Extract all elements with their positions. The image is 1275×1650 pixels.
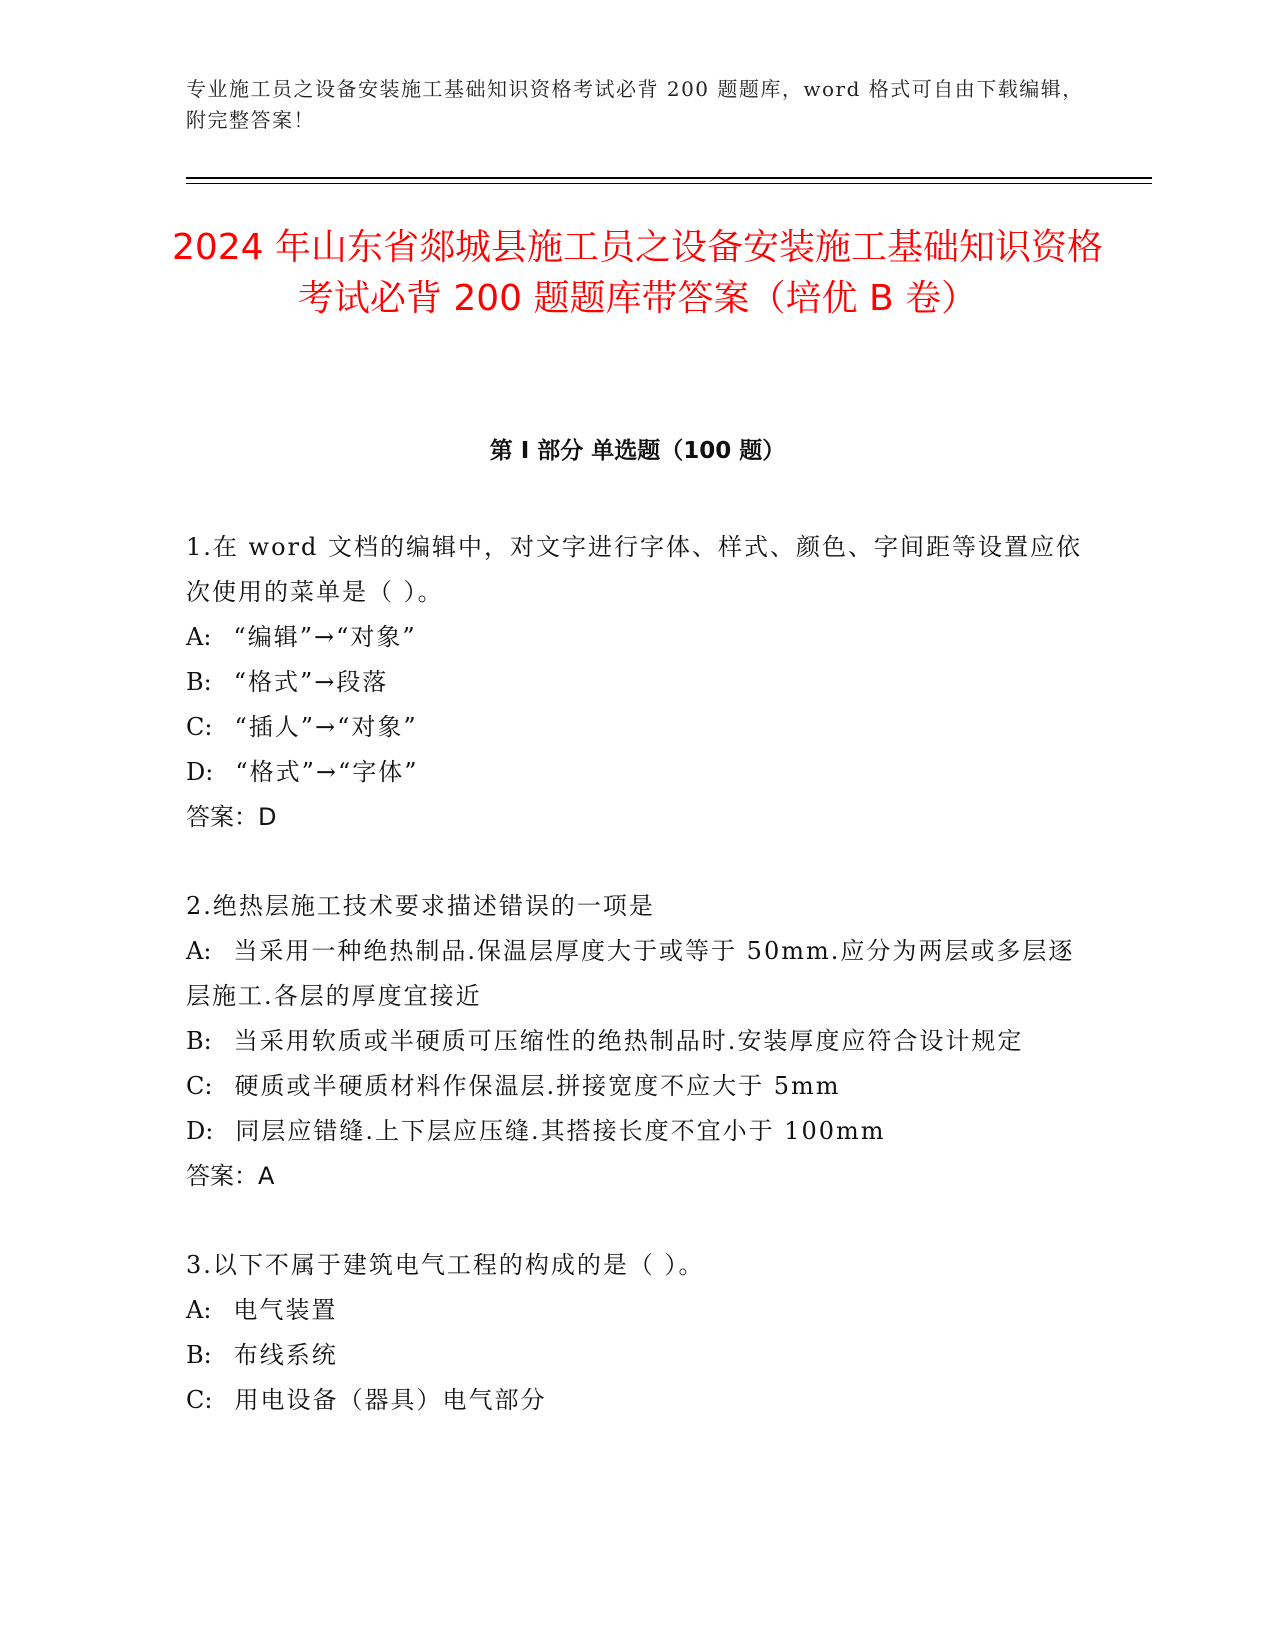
header-rule-thin — [186, 183, 1152, 184]
answer-line: 答案：D — [186, 803, 277, 831]
option-letter: A: — [186, 623, 212, 651]
option-letter: A: — [186, 937, 212, 965]
question-3 — [186, 1243, 1086, 1423]
section-title: 第 I 部分 单选题（100 题） — [489, 438, 786, 464]
option-b — [186, 1019, 1086, 1064]
option-text: “编辑”→“对象” — [233, 623, 417, 651]
option-letter: A: — [186, 1296, 212, 1324]
option-c — [186, 705, 1086, 750]
option-text: “插人”→“对象” — [234, 713, 418, 741]
option-text: 硬质或半硬质材料作保温层.拼接宽度不应大于 5mm — [234, 1072, 841, 1100]
option-a — [186, 929, 1086, 1019]
option-letter: C: — [186, 1386, 213, 1414]
option-text: 布线系统 — [233, 1341, 338, 1369]
question-1 — [186, 525, 1086, 840]
question-2 — [186, 884, 1086, 1199]
option-a — [186, 615, 1086, 660]
header-note: 专业施工员之设备安装施工基础知识资格考试必背 200 题题库，word 格式可自由下载编辑，附完整答案！ — [186, 77, 1084, 132]
option-text: 用电设备（器具）电气部分 — [234, 1386, 547, 1414]
option-c — [186, 1064, 1086, 1109]
option-text: “格式”→段落 — [233, 668, 389, 696]
option-b — [186, 1333, 1086, 1378]
question-stem: 2.绝热层施工技术要求描述错误的一项是 — [186, 892, 655, 920]
option-text: 当采用一种绝热制品.保温层厚度大于或等于 50mm.应分为两层或多层逐层施工.各层的厚度宜接近 — [186, 937, 1075, 1010]
document-title: 2024 年山东省郯城县施工员之设备安装施工基础知识资格考试必背 200 题题库带答案（培优 B 卷） — [171, 227, 1104, 319]
header-rule-thick — [186, 177, 1152, 179]
option-text: 电气装置 — [233, 1296, 338, 1324]
option-letter: D: — [186, 758, 214, 786]
question-stem: 3.以下不属于建筑电气工程的构成的是（ ）。 — [186, 1251, 705, 1279]
option-text: “格式”→“字体” — [235, 758, 419, 786]
option-letter: B: — [186, 668, 212, 696]
option-b — [186, 660, 1086, 705]
option-letter: C: — [186, 713, 213, 741]
option-c — [186, 1378, 1086, 1423]
question-stem: 1.在 word 文档的编辑中，对文字进行字体、样式、颜色、字间距等设置应依次使用的菜单是（ ）。 — [186, 533, 1082, 606]
question-list — [186, 525, 1086, 1467]
option-text: 同层应错缝.上下层应压缝.其搭接长度不宜小于 100mm — [235, 1117, 886, 1145]
option-letter: B: — [186, 1027, 212, 1055]
option-d — [186, 1109, 1086, 1154]
option-letter: D: — [186, 1117, 214, 1145]
option-a — [186, 1288, 1086, 1333]
answer-line: 答案：A — [186, 1162, 275, 1190]
option-letter: B: — [186, 1341, 212, 1369]
option-text: 当采用软质或半硬质可压缩性的绝热制品时.安装厚度应符合设计规定 — [233, 1027, 1024, 1055]
option-letter: C: — [186, 1072, 213, 1100]
option-d — [186, 750, 1086, 795]
